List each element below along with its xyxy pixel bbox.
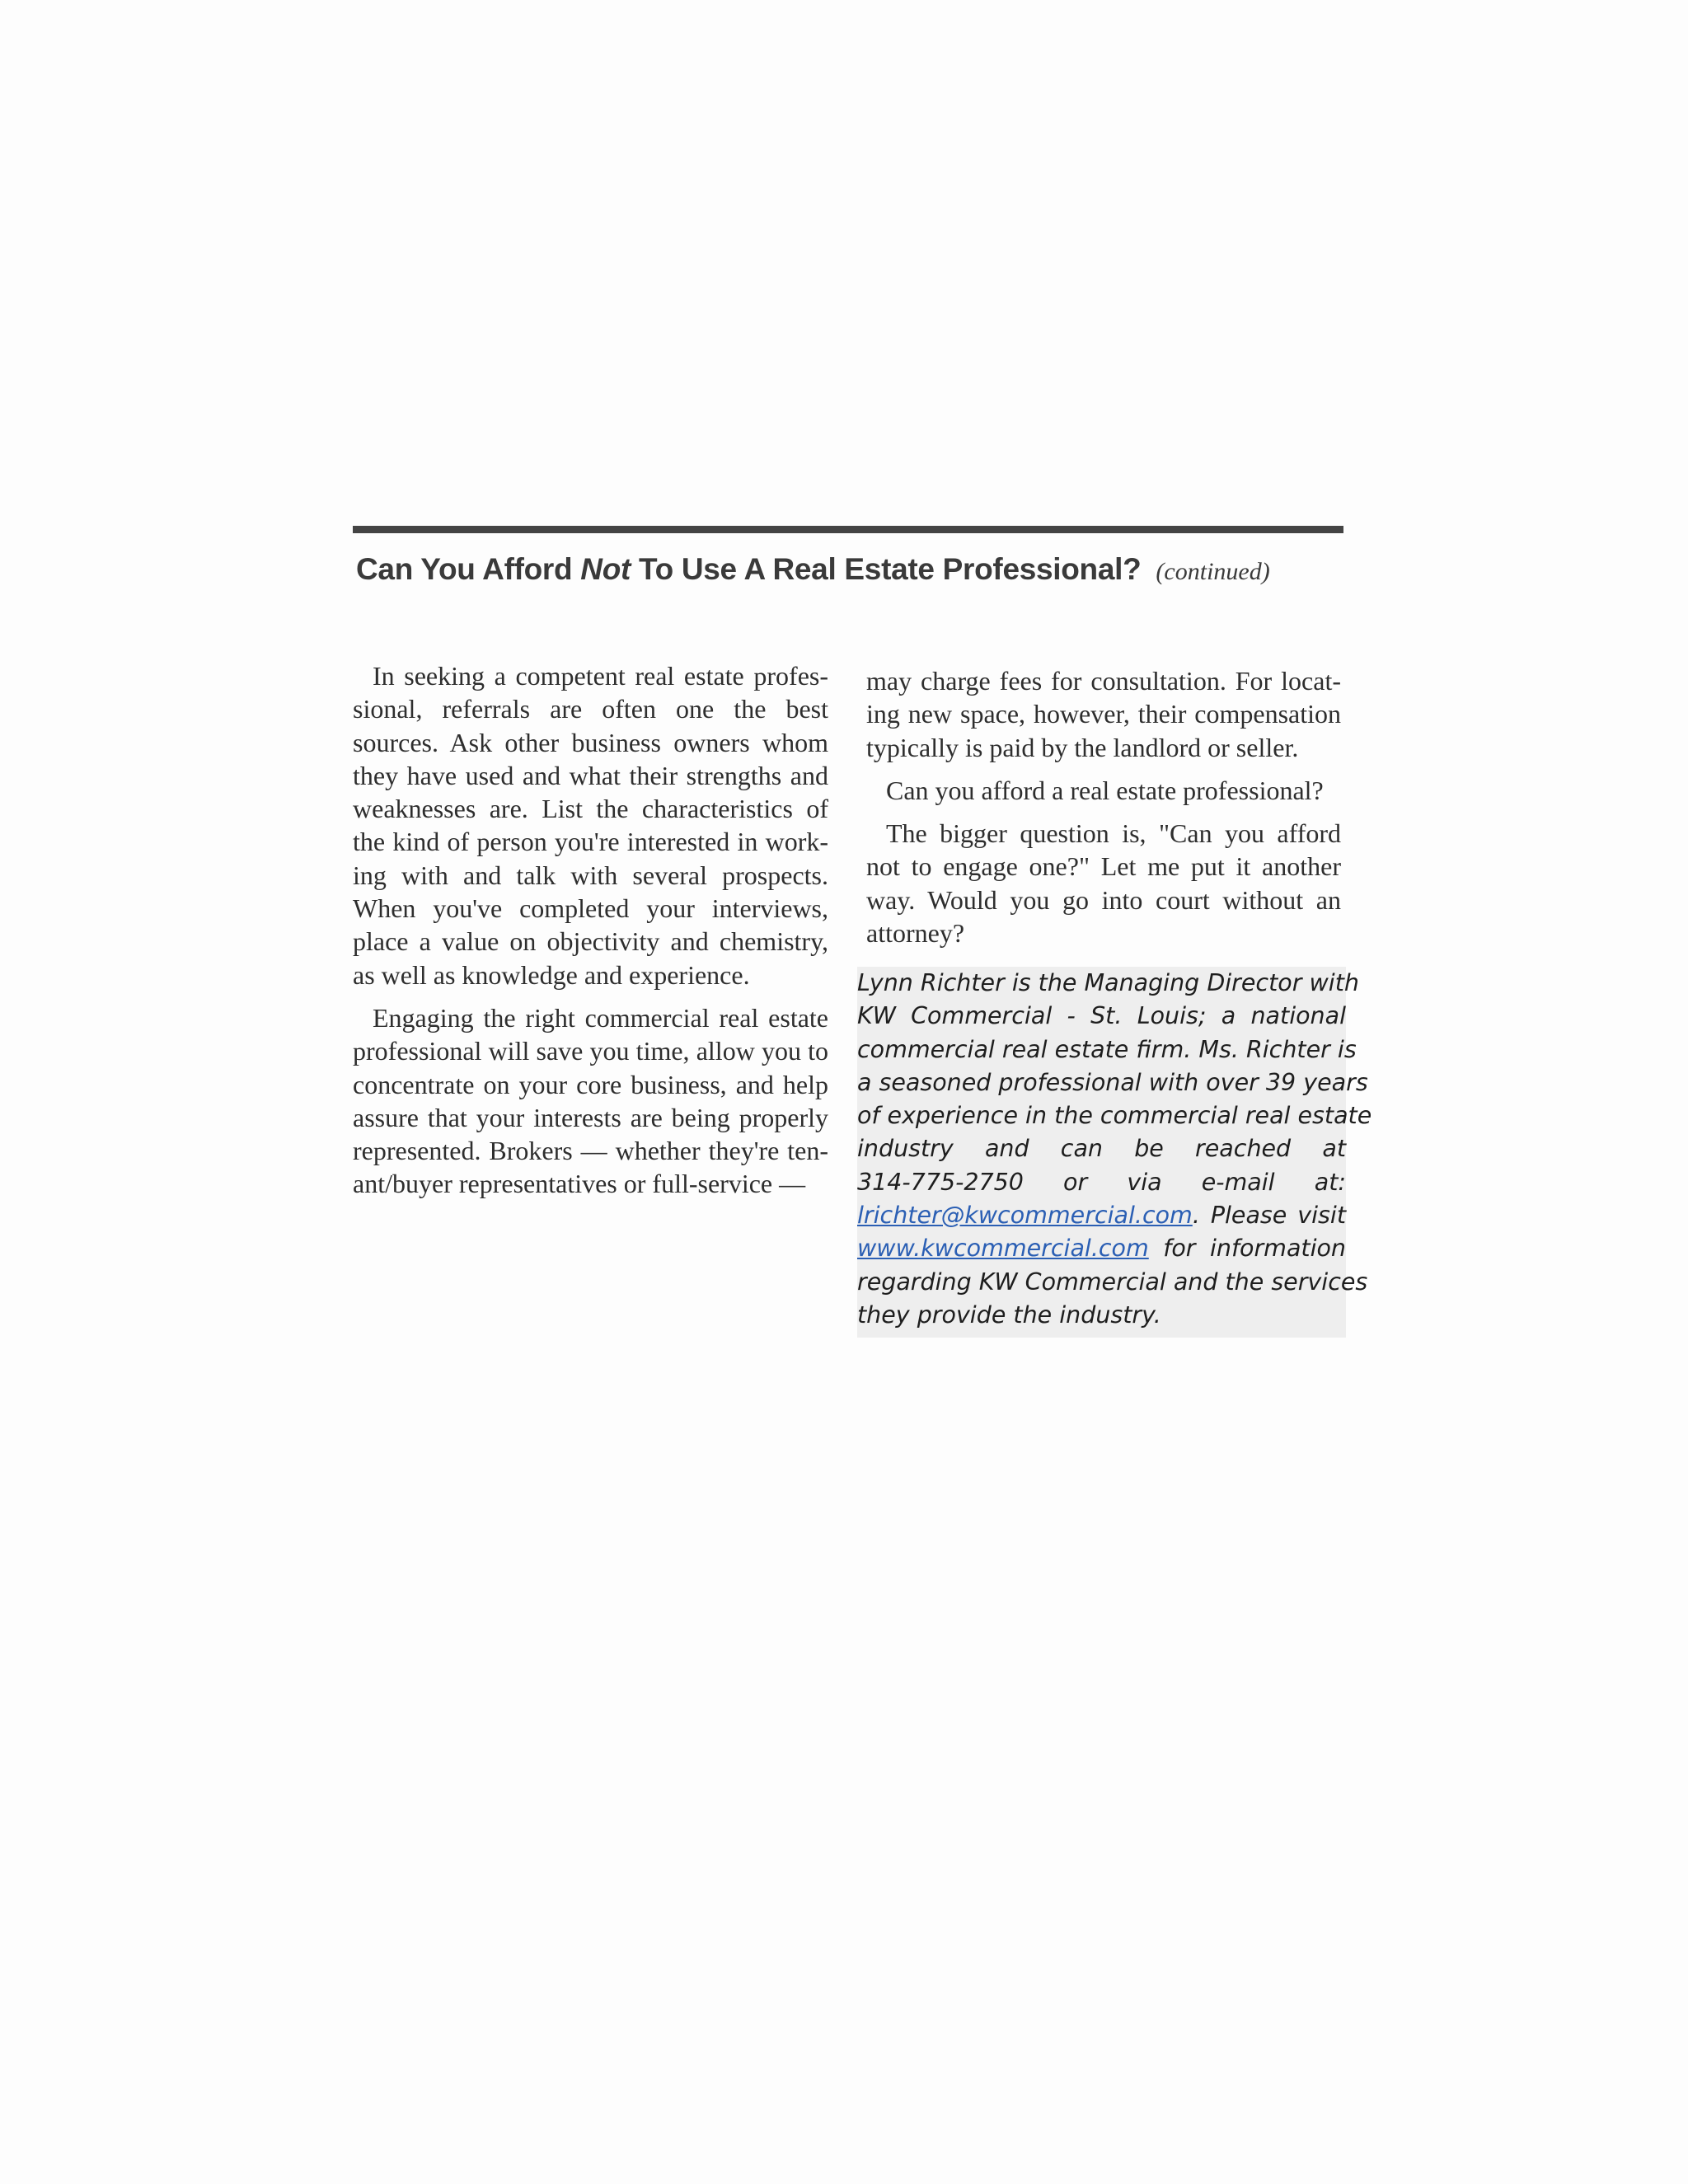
- left-paragraph-2: Engaging the right commercial real estate professional will save you time, allow you to concentrate on your core business, and help assure that your interests are being properly represented. Brokers — whether they're tenant/buyer representatives or full-service —: [353, 1002, 828, 1199]
- article-title: [356, 552, 1141, 586]
- bio-line: a seasoned professional with over 39 years: [857, 1068, 1368, 1096]
- bio-line: commercial real estate firm. Ms. Richter is: [857, 1035, 1357, 1063]
- bio-line: industry and can be reached at: [857, 1135, 1346, 1163]
- bio-line: they provide the industry.: [857, 1301, 1161, 1329]
- bio-line: regarding KW Commercial and the services: [857, 1268, 1368, 1296]
- bio-line-email: [857, 1199, 1346, 1232]
- left-paragraph-1: In seeking a competent real estate professional, referrals are often one the best sources. Ask other business owners whom they have used and what their strengths and weaknesses are. List the characteristics of the kind of person you're interested in working with and talk with several prospects. When you've completed your interviews, place a value on objectivity and chemistry, as well as knowledge and experience.: [353, 661, 828, 990]
- right-column: [866, 664, 1341, 949]
- title-part-1: Can You Afford: [356, 552, 581, 586]
- title-part-2: To Use A Real Estate Professional?: [631, 552, 1142, 586]
- right-paragraph-1: may charge fees for consultation. For locating new space, however, their compensation typically is paid by the landlord or seller.: [866, 666, 1341, 762]
- website-link[interactable]: www.kwcommercial.com: [857, 1235, 1149, 1263]
- email-link[interactable]: lrichter@kwcommercial.com: [857, 1202, 1193, 1230]
- continued-label: (continued): [1156, 558, 1270, 585]
- bio-text: . Please visit: [1192, 1202, 1346, 1230]
- bio-line: 314-775-2750 or via e-mail at:: [857, 1168, 1346, 1196]
- bio-line: KW Commercial - St. Louis; a national: [857, 1002, 1346, 1030]
- bio-line-website: [857, 1232, 1346, 1265]
- article-heading: [356, 552, 1349, 587]
- top-rule: [353, 526, 1343, 533]
- bio-line: Lynn Richter is the Managing Director with: [857, 969, 1359, 996]
- author-bio-box: [857, 967, 1372, 1338]
- left-column: [353, 659, 828, 1201]
- right-paragraph-3: The bigger question is, "Can you afford not to engage one?" Let me put it another way. Would you go into court without an attorney?: [866, 818, 1341, 949]
- right-paragraph-2: Can you afford a real estate professional?: [886, 775, 1324, 805]
- title-emphasis: Not: [580, 552, 631, 586]
- bio-line: of experience in the commercial real estate: [857, 1102, 1372, 1130]
- bio-text: for information: [1148, 1235, 1346, 1263]
